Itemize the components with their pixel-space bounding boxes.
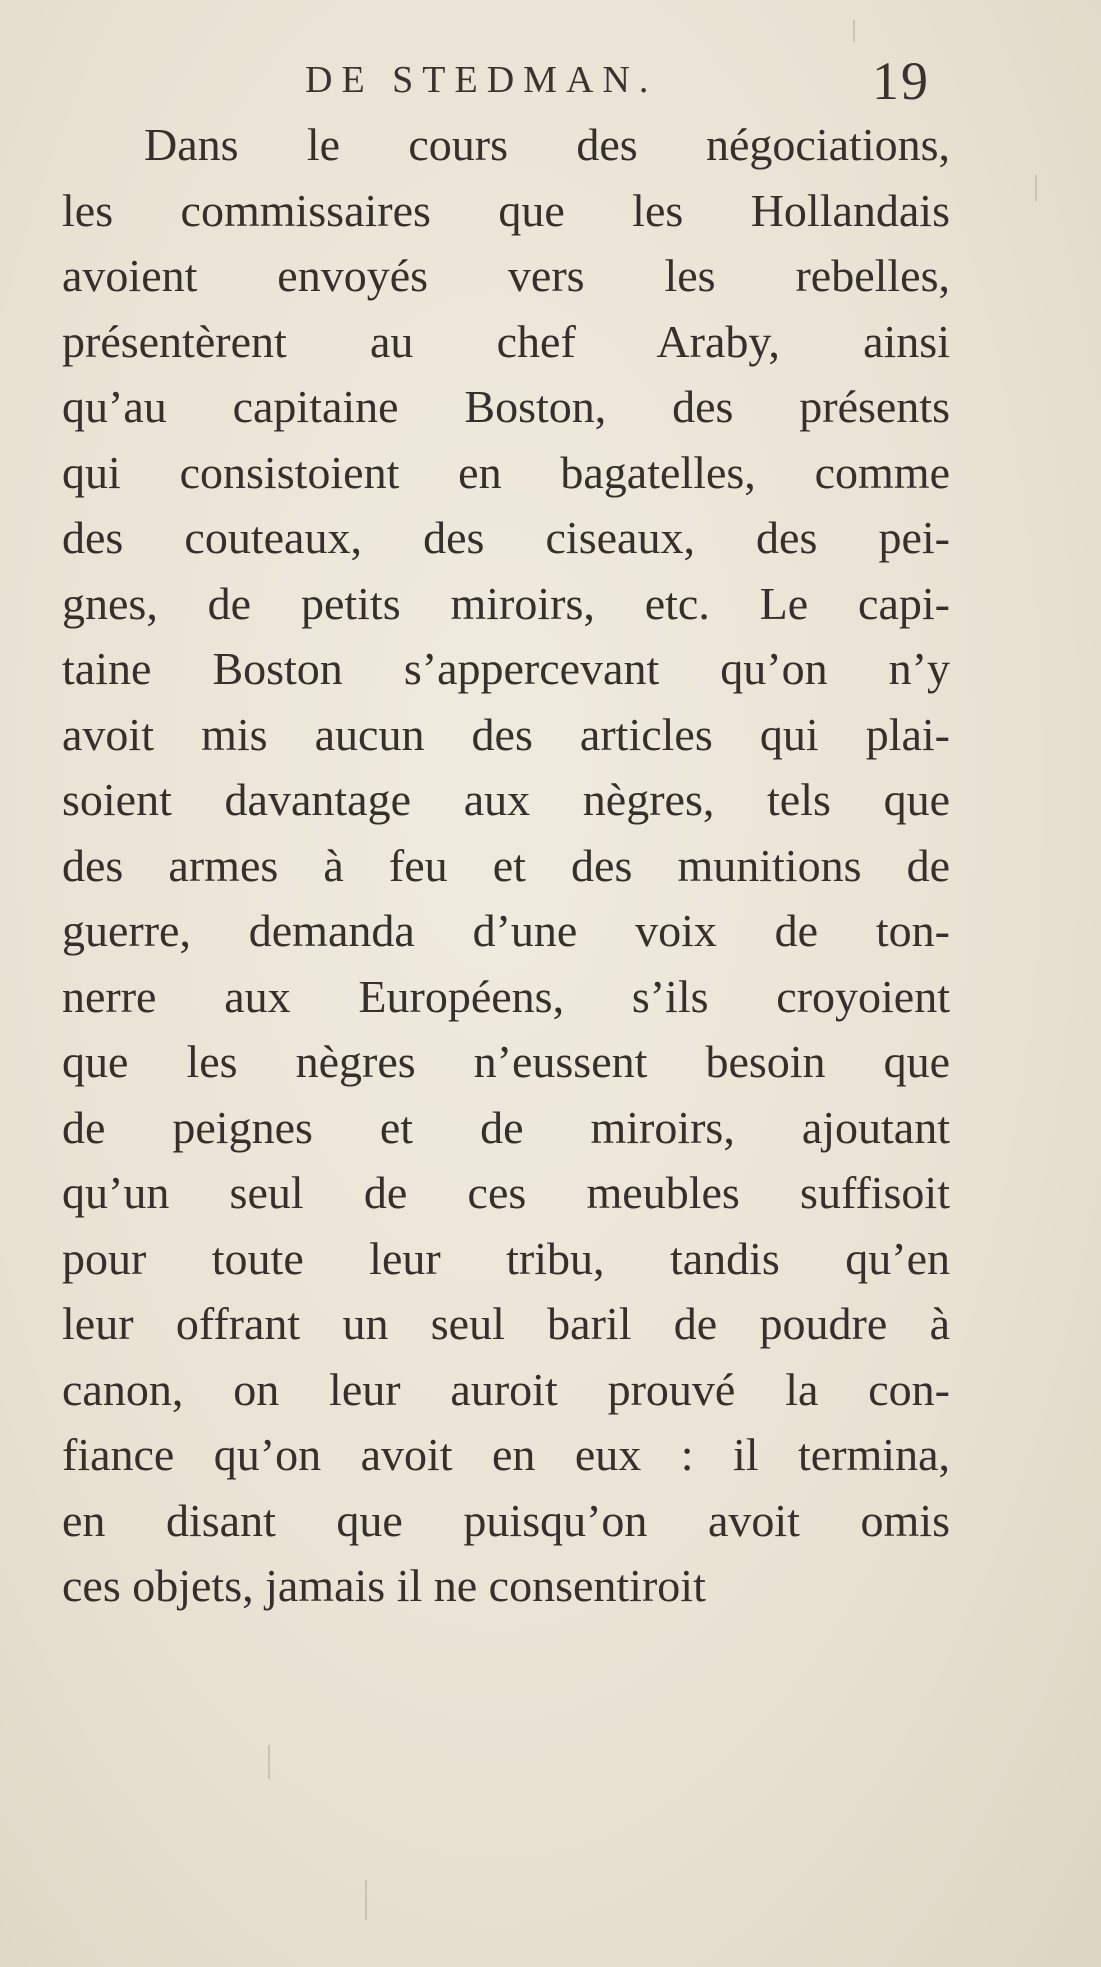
running-head-title: DE STEDMAN. [305,59,658,101]
paper-mark [1035,175,1037,201]
text-line: fiance qu’on avoit en eux : il termina, [62,1429,950,1480]
running-head [0,51,1101,111]
text-line: des couteaux, des ciseaux, des pei- [62,512,950,563]
text-line: taine Boston s’appercevant qu’on n’y [62,643,950,694]
text-line: Dans le cours des négociations, [144,119,950,170]
text-line: qu’au capitaine Boston, des présents [62,381,950,432]
text-line: canon, on leur auroit prouvé la con- [62,1363,950,1415]
text-line: nerre aux Européens, s’ils croyoient [62,970,950,1022]
text-line: ces objets, jamais il ne consentiroit [62,1560,706,1611]
page-number: 19 [872,51,930,111]
text-line: les commissaires que les Hollandais [62,184,950,236]
text-line: leur offrant un seul baril de poudre à [62,1298,950,1349]
text-line: qui consistoient en bagatelles, comme [62,446,950,498]
paper-mark [365,1880,367,1920]
text-line: gnes, de petits miroirs, etc. Le capi- [62,577,950,629]
text-line: en disant que puisqu’on avoit omis [62,1494,950,1546]
paper-mark [853,20,855,42]
text-line: des armes à feu et des munitions de [62,839,950,891]
text-line: de peignes et de miroirs, ajoutant [62,1101,950,1153]
paper-mark [268,1745,270,1779]
text-line: avoient envoyés vers les rebelles, [62,250,950,301]
text-line: soient davantage aux nègres, tels que [62,774,950,825]
text-line: qu’un seul de ces meubles suffisoit [62,1167,950,1218]
body-text [62,112,950,1619]
text-line: que les nègres n’eussent besoin que [62,1036,950,1087]
text-line: guerre, demanda d’une voix de ton- [62,905,950,956]
text-line: avoit mis aucun des articles qui plai- [62,708,950,760]
text-line: pour toute leur tribu, tandis qu’en [62,1232,950,1284]
text-line: présentèrent au chef Araby, ainsi [62,315,950,367]
